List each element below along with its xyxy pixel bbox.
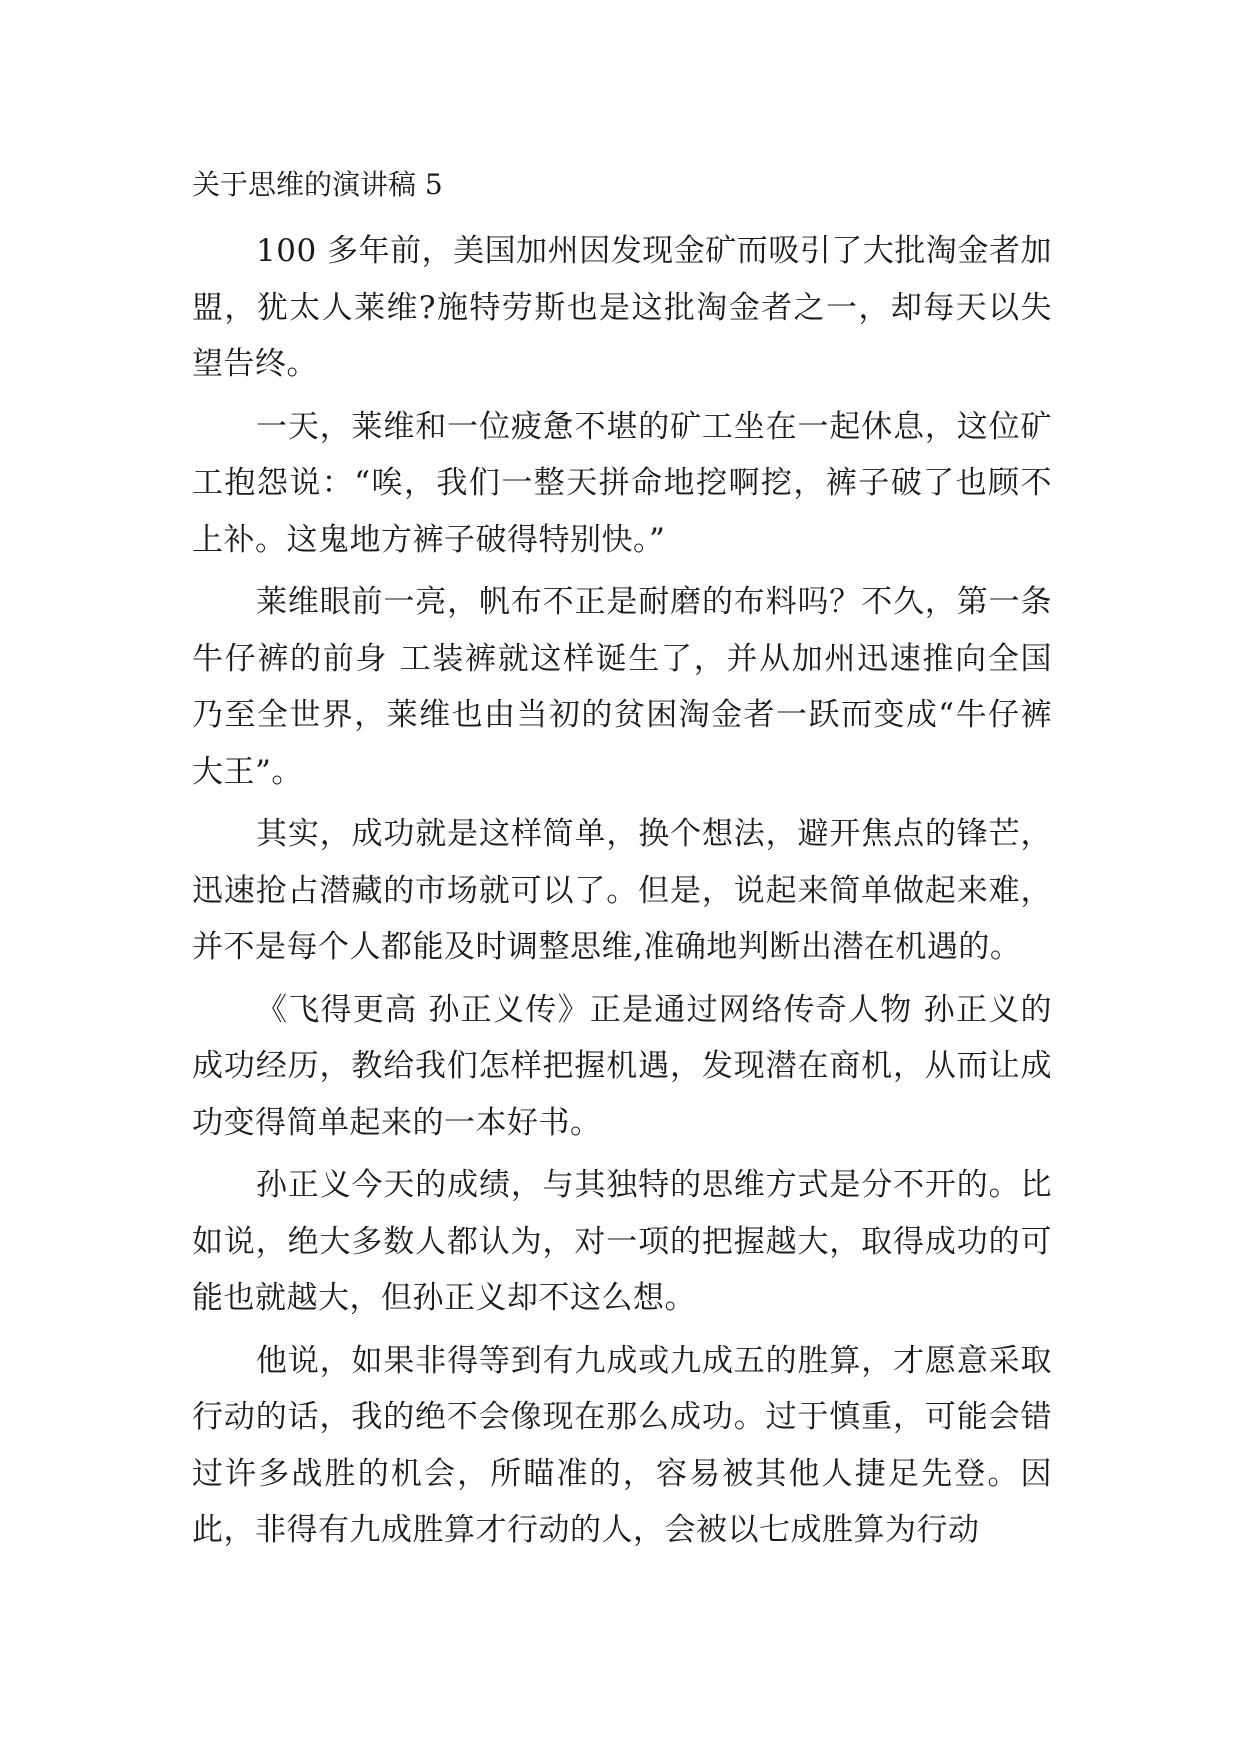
paragraph-7: 他说，如果非得等到有九成或九成五的胜算，才愿意采取行动的话，我的绝不会像现在那么成功。过于慎重，可能会错过许多战胜的机会，所瞄准的，容易被其他人捷足先登。因此，非得有九成胜算才行动的人，会被以七成胜算为行动 — [192, 1342, 1052, 1548]
paragraph-4: 其实，成功就是这样简单，换个想法，避开焦点的锋芒，迅速抢占潜藏的市场就可以了。但是，说起来简单做起来难，并不是每个人都能及时调整思维,准确地判断出潜在机遇的。 — [192, 816, 1052, 965]
document-body — [192, 161, 1052, 1565]
paragraph-2: 一天，莱维和一位疲惫不堪的矿工坐在一起休息，这位矿工抱怨说：“唉，我们一整天拼命地挖啊挖，裤子破了也顾不上补。这鬼地方裤子破得特别快。” — [192, 408, 1052, 558]
paragraph-6: 孙正义今天的成绩，与其独特的思维方式是分不开的。比如说，绝大多数人都认为，对一项的把握越大，取得成功的可能也就越大，但孙正义却不这么想。 — [192, 1167, 1052, 1316]
document-title: 关于思维的演讲稿 5 — [192, 168, 443, 201]
paragraph-5: 《飞得更高 孙正义传》正是通过网络传奇人物 孙正义的成功经历，教给我们怎样把握机遇，发现潜在商机，从而让成功变得简单起来的一本好书。 — [192, 991, 1052, 1141]
paragraph-1: 100 多年前，美国加州因发现金矿而吸引了大批淘金者加盟，犹太人莱维?施特劳斯也是这批淘金者之一，却每天以失望告终。 — [192, 233, 1052, 382]
paragraph-3: 莱维眼前一亮，帆布不正是耐磨的布料吗？不久，第一条牛仔裤的前身 工装裤就这样诞生了，并从加州迅速推向全国乃至全世界，莱维也由当初的贫困淘金者一跃而变成“牛仔裤大王”。 — [192, 584, 1052, 790]
